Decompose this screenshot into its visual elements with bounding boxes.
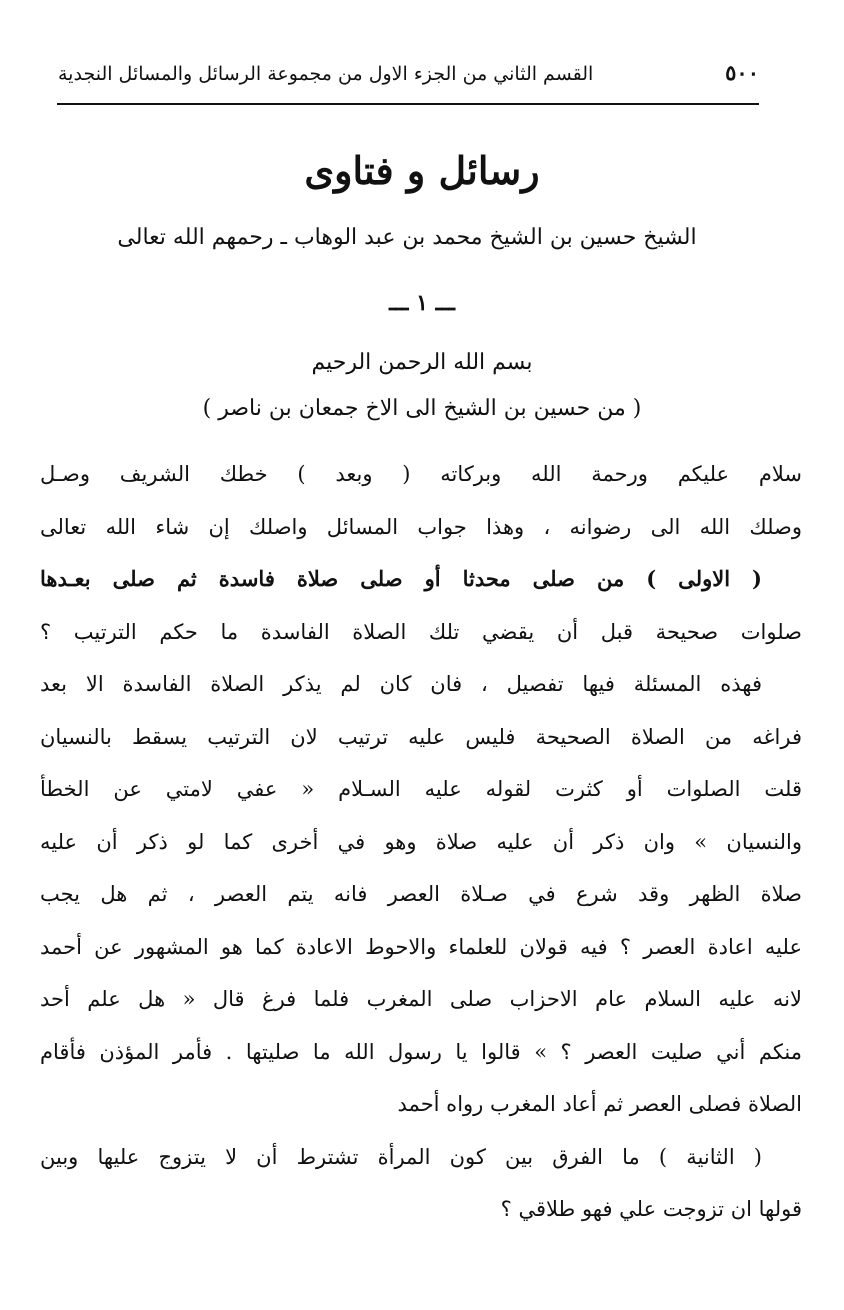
text-line: قلت الصلوات أو كثرت لقوله عليه السـلام « عفي لامتي عن الخطأ [40,777,802,801]
text-line: وصلك الله الى رضوانه ، وهذا جواب المسائل واصلك إن شاء الله تعالى [40,514,802,539]
header-rule [57,103,759,105]
text-line: عليه اعادة العصر ؟ فيه قولان للعلماء والاحوط الاعادة كما هو المشهور عن أحمد [40,934,802,959]
addressee-line: ( من حسين بن الشيخ الى الاخ جمعان بن ناصر ) [202,396,642,421]
section-numeral: ـــ ١ ـــ [389,290,455,316]
text-line: فراغه من الصلاة الصحيحة فليس عليه ترتيب لان الترتيب يسقط بالنسيان [40,724,802,749]
text-line: ( الاولى ) من صلى محدثا أو صلى صلاة فاسدة ثم صلى بعـدها [40,566,762,591]
running-title: القسم الثاني من الجزء الاول من مجموعة الرسائل والمسائل النجدية [58,63,594,85]
text-line: الصلاة فصلى العصر ثم أعاد المغرب رواه أحمد [397,1092,802,1116]
text-line: منكم أني صليت العصر ؟ » قالوا يا رسول الله ما صليتها . فأمر المؤذن فأقام [40,1039,802,1064]
text-line: ( الثانية ) ما الفرق بين كون المرأة تشترط أن لا يتزوج عليها وبين [40,1144,762,1169]
page-number: ٥٠٠ [725,60,759,85]
text-line: والنسيان » وان ذكر أن عليه صلاة وهو في أخرى كما لو ذكر أن عليه [40,829,802,854]
running-header [58,60,759,85]
text-line: صلوات صحيحة قبل أن يقضي تلك الصلاة الفاسدة ما حكم الترتيب ؟ [40,619,802,644]
author-line: الشيخ حسين بن الشيخ محمد بن عبد الوهاب ـ رحمهم الله تعالى [117,225,697,250]
text-line: فهذه المسئلة فيها تفصيل ، فان كان لم يذكر الصلاة الفاسدة الا بعد [40,672,762,696]
page-title: رسائل و فتاوى [304,148,540,193]
basmala: بسم الله الرحمن الرحيم [311,350,533,375]
text-line: سلام عليكم ورحمة الله وبركاته ( وبعد ) خطك الشريف وصـل [40,462,802,486]
text-line: قولها ان تزوجت علي فهو طلاقي ؟ [500,1197,802,1221]
text-line: صلاة الظهر وقد شرع في صـلاة العصر فانه يتم العصر ، ثم هل يجب [40,882,802,906]
text-line: لانه عليه السلام عام الاحزاب صلى المغرب فلما فرغ قال « هل علم أحد [40,987,802,1011]
body-text [40,448,802,1236]
